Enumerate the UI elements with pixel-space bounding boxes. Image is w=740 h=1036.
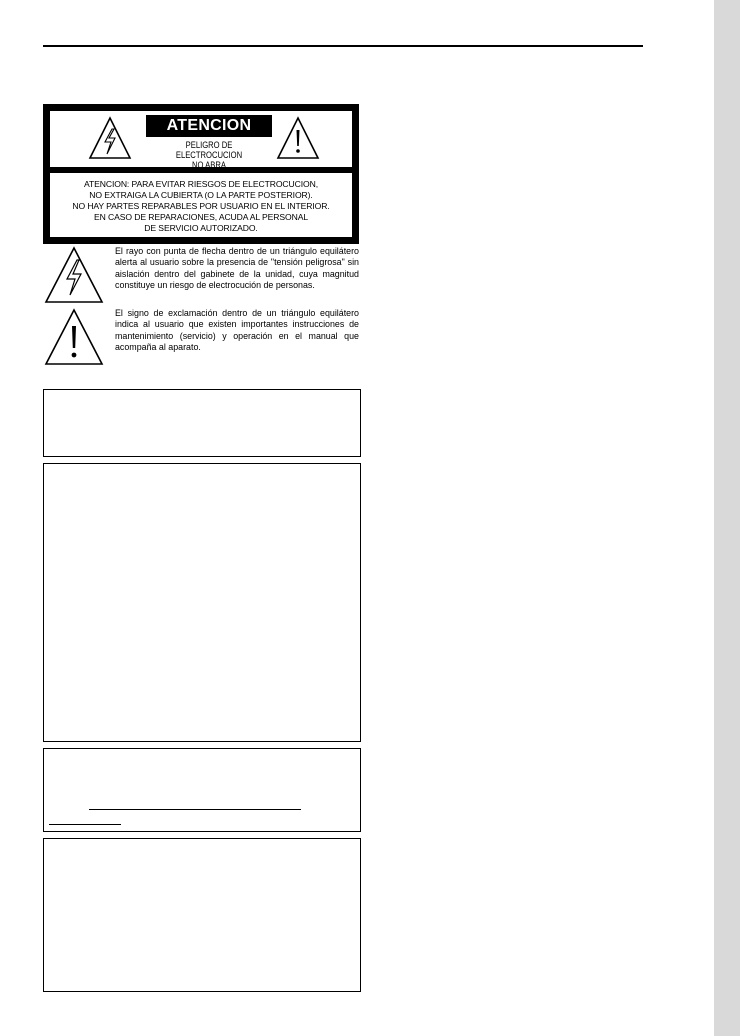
label-subtitle-line: NO ABRA	[191, 160, 226, 170]
side-tab	[714, 0, 740, 1036]
label-warning-line: ATENCION: PARA EVITAR RIESGOS DE ELECTROCUCION,	[83, 179, 319, 189]
label-warning-line: NO HAY PARTES REPARABLES POR USUARIO EN EL INTERIOR.	[72, 201, 330, 211]
label-warning-text	[50, 179, 352, 234]
notice-box-4	[43, 838, 361, 992]
exclamation-triangle-icon	[276, 115, 320, 161]
lightning-explanation-text: El rayo con punta de flecha dentro de un triángulo equilátero alerta al usuario sobre la presencia de "tensión peligrosa" sin aislación dentro del gabinete de la unidad, cuya magnitud constituye un riesgo de electrocución de personas.	[115, 246, 359, 290]
warning-label-header	[50, 111, 352, 170]
exclamation-explanation	[43, 308, 359, 366]
header-rule	[43, 45, 643, 47]
notice-box-2	[43, 463, 361, 742]
label-warning-line: EN CASO DE REPARACIONES, ACUDA AL PERSONAL	[93, 212, 309, 222]
underline	[89, 809, 301, 810]
label-warning-line: NO EXTRAIGA LA CUBIERTA (O LA PARTE POSTERIOR).	[89, 190, 313, 200]
warning-label-body	[50, 173, 352, 237]
lightning-triangle-icon	[43, 246, 105, 304]
notice-box-1	[43, 389, 361, 457]
underline	[49, 824, 121, 825]
label-warning-line: DE SERVICIO AUTORIZADO.	[144, 223, 258, 233]
label-subtitle-line: PELIGRO DE ELECTROCUCION	[175, 140, 243, 160]
lightning-triangle-icon	[88, 115, 132, 161]
lightning-explanation	[43, 246, 359, 304]
warning-label	[43, 104, 359, 244]
notice-box-3	[43, 748, 361, 832]
exclamation-explanation-text: El signo de exclamación dentro de un triángulo equilátero indica al usuario que existen importantes instrucciones de mantenimiento (servicio) y operación en el manual que acompaña al aparato.	[115, 308, 359, 352]
label-title: ATENCION	[146, 115, 272, 137]
label-subtitle	[155, 140, 262, 170]
exclamation-triangle-icon	[43, 308, 105, 366]
